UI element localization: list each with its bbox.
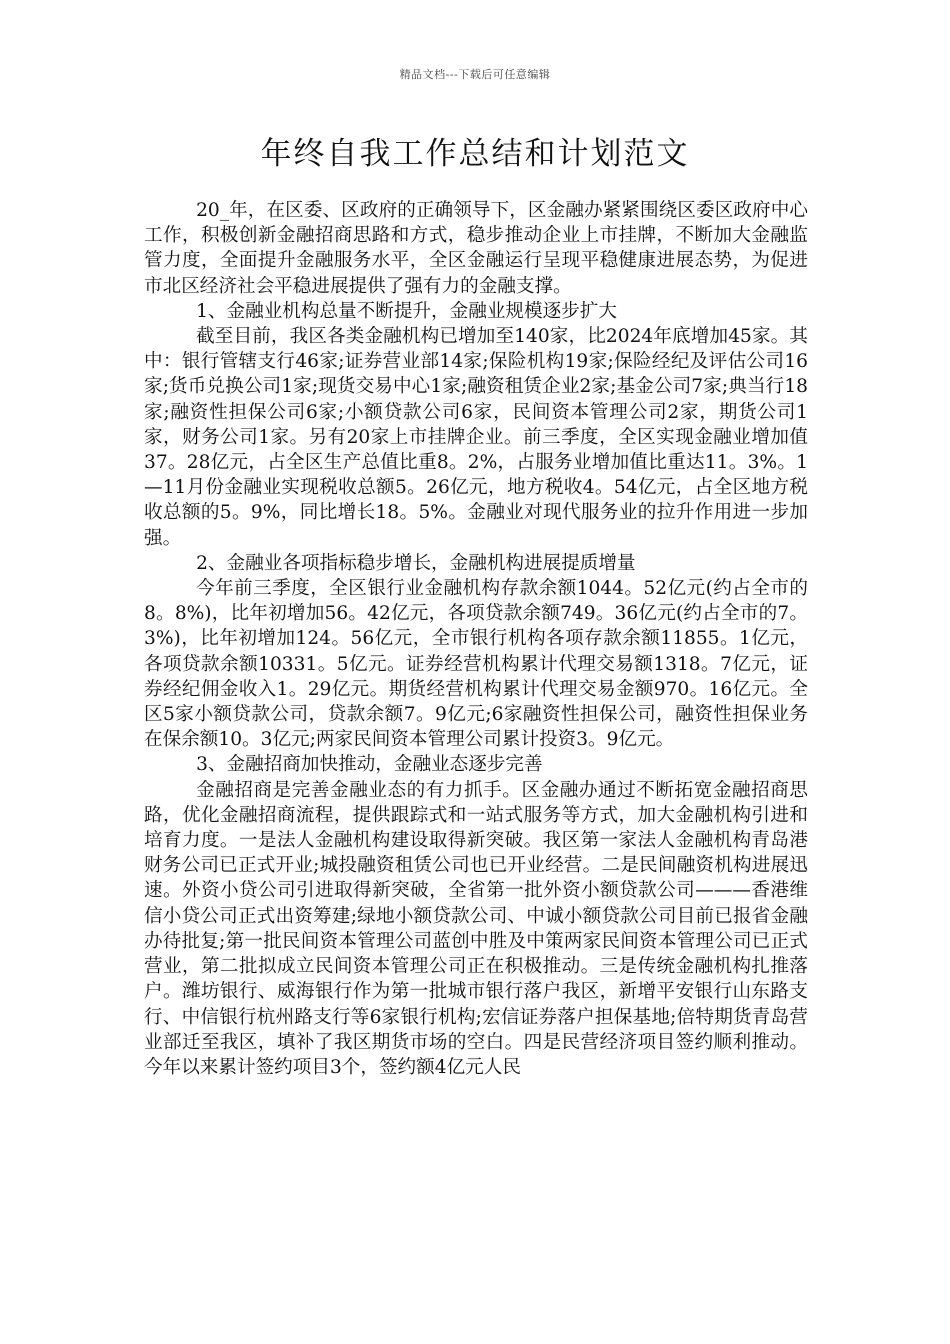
- document-body: [144, 198, 808, 1080]
- header-note: 精品文档---下载后可任意编辑: [399, 68, 551, 81]
- paragraph-intro: 20_年，在区委、区政府的正确领导下，区金融办紧紧围绕区委区政府中心工作，积极创新金融招商思路和方式，稳步推动企业上市挂牌，不断加大金融监管力度，全面提升金融服务水平，全区金融运行呈现平稳健康进展态势，为促进市北区经济社会平稳进展提供了强有力的金融支撑。: [144, 200, 808, 297]
- section-heading-2: 2、金融业各项指标稳步增长，金融机构进展提质增量: [196, 552, 636, 574]
- section-heading-1: 1、金融业机构总量不断提升，金融业规模逐步扩大: [196, 300, 617, 322]
- paragraph-section-1: 截至目前，我区各类金融机构已增加至140家，比2024年底增加45家。其中：银行管辖支行46家;证券营业部14家;保险机构19家;保险经纪及评估公司16家;货币兑换公司1家;现货交易中心1家;融资租赁企业2家;基金公司7家;典当行18家;融资性担保公司6家;小额贷款公司6家，民间资本管理公司2家，期货公司1家，财务公司1家。另有20家上市挂牌企业。前三季度，全区实现金融业增加值37。28亿元，占全区生产总值比重8。2%，占服务业增加值比重达11。3%。1—11月份金融业实现税收总额5。26亿元，地方税收4。54亿元，占全区地方税收总额的5。9%，同比增长18。5%。金融业对现代服务业的拉升作用进一步加强。: [144, 326, 808, 549]
- paragraph-section-2: 今年前三季度，全区银行业金融机构存款余额1044。52亿元(约占全市的8。8%)，比年初增加56。42亿元，各项贷款余额749。36亿元(约占全市的7。3%)，比年初增加124。56亿元，全市银行机构各项存款余额11855。1亿元，各项贷款余额10331。5亿元。证券经营机构累计代理交易额1318。7亿元，证券经纪佣金收入1。29亿元。期货经营机构累计代理交易金额970。16亿元。全区5家小额贷款公司，贷款余额7。9亿元;6家融资性担保公司，融资性担保业务在保余额10。3亿元;两家民间资本管理公司累计投资3。9亿元。: [144, 578, 808, 751]
- document-title: 年终自我工作总结和计划范文: [260, 136, 690, 172]
- paragraph-section-3: 金融招商是完善金融业态的有力抓手。区金融办通过不断拓宽金融招商思路，优化金融招商流程，提供跟踪式和一站式服务等方式，加大金融机构引进和培育力度。一是法人金融机构建设取得新突破。我区第一家法人金融机构青岛港财务公司已正式开业;城投融资租赁公司也已开业经营。二是民间融资机构进展迅速。外资小贷公司引进取得新突破，全省第一批外资小额贷款公司———香港维信小贷公司正式出资筹建;绿地小额贷款公司、中诚小额贷款公司目前已报省金融办待批复;第一批民间资本管理公司蓝创中胜及中策两家民间资本管理公司已正式营业，第二批拟成立民间资本管理公司正在积极推动。三是传统金融机构扎推落户。潍坊银行、威海银行作为第一批城市银行落户我区，新增平安银行山东路支行、中信银行杭州路支行等6家银行机构;宏信证券落户担保基地;倍特期货青岛营业部迁至我区，填补了我区期货市场的空白。四是民营经济项目签约顺利推动。今年以来累计签约项目3个，签约额4亿元人民: [144, 779, 808, 1078]
- section-heading-3: 3、金融招商加快推动，金融业态逐步完善: [196, 754, 543, 776]
